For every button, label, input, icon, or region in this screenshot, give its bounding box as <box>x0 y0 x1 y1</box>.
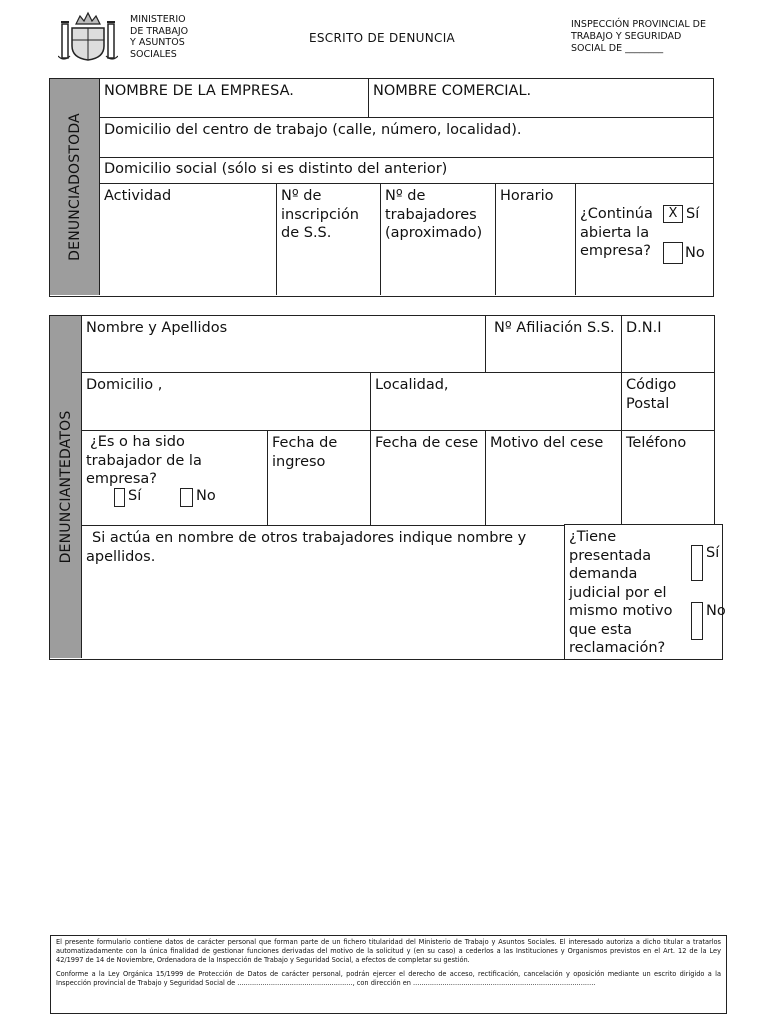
notice-paragraph: El presente formulario contiene datos de carácter personal que forman parte de un fichero titularidad del Ministerio de Trabajo y Asuntos Sociales. El interesado autoriza a dicho titular a tratarlos automatizadamente con la única finalidad de gestionar funciones derivadas del motivo de la solicitud y (en su caso) a cederlos a las Instituciones y Organismos previstos en el Art. 12 de la Ley 42/1997 de 14 de Noviembre, Ordenadora de la Inspección de Trabajo y Seguridad Social, a efectos de completar su gestión. <box>56 938 721 964</box>
localidad-field[interactable]: Localidad, <box>371 373 622 431</box>
motivo-cese-field[interactable]: Motivo del cese <box>486 431 622 526</box>
continua-si-checkbox[interactable]: X <box>663 205 683 223</box>
denunciado-sidebar <box>50 79 100 295</box>
demanda-si-checkbox[interactable] <box>691 545 703 581</box>
telefono-field[interactable]: Teléfono <box>622 431 714 526</box>
trabajador-no-checkbox[interactable] <box>180 488 193 507</box>
demanda-no-checkbox[interactable] <box>691 602 703 640</box>
denunciante-sidebar <box>50 316 82 658</box>
continua-abierta-cell <box>576 184 713 295</box>
denunciado-section <box>49 78 714 297</box>
inspection-line: TRABAJO Y SEGURIDAD <box>571 31 682 42</box>
inspection-line: SOCIAL DE ________ <box>571 43 664 54</box>
coat-of-arms-icon <box>58 10 118 66</box>
nombre-comercial-field[interactable]: NOMBRE COMERCIAL. <box>369 79 713 118</box>
inspection-line: INSPECCIÓN PROVINCIAL DE <box>571 19 706 30</box>
trabajador-si-checkbox[interactable] <box>114 488 125 507</box>
actividad-field[interactable]: Actividad <box>100 184 277 295</box>
demanda-judicial-cell <box>564 524 726 660</box>
continua-no-label: No <box>685 245 705 261</box>
num-trabajadores-field[interactable]: Nº de trabajadores (aproximado) <box>381 184 496 295</box>
trabajador-si-label: Sí <box>128 488 142 504</box>
codigo-postal-field[interactable]: Código Postal <box>622 373 714 431</box>
demanda-judicial-label: ¿Tiene presentada demanda judicial por el mismo motivo que esta reclamación? <box>569 529 673 656</box>
notice-paragraph: Conforme a la Ley Orgánica 15/1999 de Protección de Datos de carácter personal, podrán ejercer el derecho de acceso, rectificación, cancelación y oposición mediante un escrito dirigido a la Inspección provincial de Trabajo y Seguridad Social de ......................................................., con dirección en ....................................................................................... <box>56 970 721 988</box>
inspection-office <box>571 19 706 55</box>
document-title: ESCRITO DE DENUNCIA <box>309 31 456 45</box>
fecha-cese-field[interactable]: Fecha de cese <box>371 431 486 526</box>
ministry-line: SOCIALES <box>130 48 177 60</box>
continua-abierta-label: ¿Continúa abierta la empresa? <box>580 206 653 259</box>
domicilio-field[interactable]: Domicilio , <box>82 373 371 431</box>
nombre-empresa-field[interactable]: NOMBRE DE LA EMPRESA. <box>100 79 369 118</box>
denunciado-side-label: DENUNCIADOSTODA <box>66 113 83 261</box>
trabajador-no-label: No <box>196 488 216 504</box>
trabajador-empresa-label: ¿Es o ha sido trabajador de la empresa? <box>86 434 202 487</box>
fecha-ingreso-field[interactable]: Fecha de ingreso <box>268 431 371 526</box>
demanda-no-label: No <box>706 603 726 619</box>
domicilio-centro-field[interactable]: Domicilio del centro de trabajo (calle, número, localidad). <box>100 118 713 158</box>
dni-field[interactable]: D.N.I <box>622 316 714 373</box>
demanda-si-label: Sí <box>706 545 720 561</box>
data-protection-notice <box>50 935 727 1014</box>
trabajador-empresa-cell <box>82 431 268 526</box>
inscripcion-ss-field[interactable]: Nº de inscripción de S.S. <box>277 184 381 295</box>
ministry-name <box>130 14 220 60</box>
ministry-line: MINISTERIO <box>130 14 186 25</box>
afiliacion-ss-field[interactable]: Nº Afiliación S.S. <box>486 316 622 373</box>
domicilio-social-field[interactable]: Domicilio social (sólo si es distinto del anterior) <box>100 158 713 184</box>
continua-no-checkbox[interactable] <box>663 242 683 264</box>
ministry-line: DE TRABAJO <box>130 25 189 37</box>
denunciante-side-label: DENUNCIANTEDATOS <box>57 410 74 564</box>
otros-trabajadores-field[interactable]: Si actúa en nombre de otros trabajadores indique nombre y apellidos. <box>82 526 566 658</box>
continua-si-label: Sí <box>686 206 700 222</box>
horario-field[interactable]: Horario <box>496 184 576 295</box>
ministry-line: Y ASUNTOS <box>130 37 185 48</box>
nombre-apellidos-field[interactable]: Nombre y Apellidos <box>82 316 486 373</box>
